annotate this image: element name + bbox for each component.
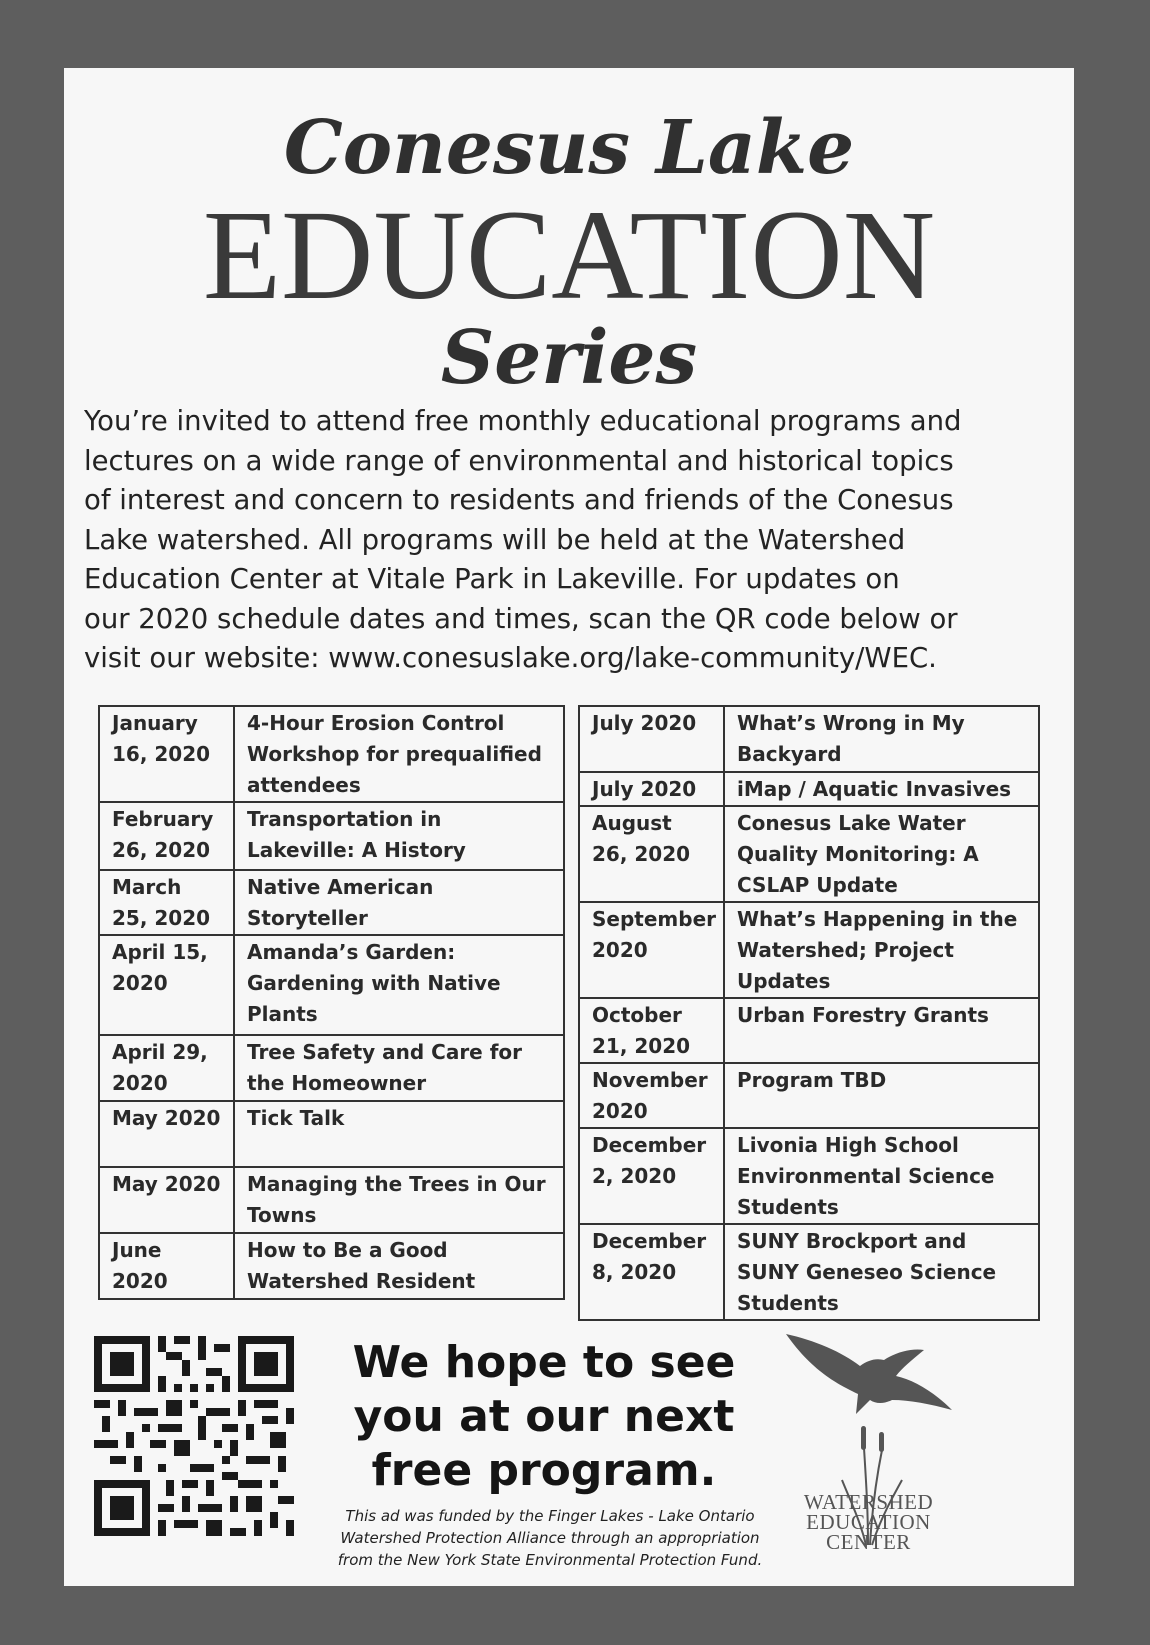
schedule-date: April 15, 2020	[99, 935, 234, 1035]
schedule-date: July 2020	[579, 706, 724, 772]
schedule-topic: Amanda’s Garden: Gardening with Native Plants	[234, 935, 564, 1035]
schedule-date: June 2020	[99, 1233, 234, 1299]
schedule-topic: Tree Safety and Care for the Homeowner	[234, 1035, 564, 1101]
schedule-table-right	[578, 705, 1040, 1321]
schedule-row	[99, 706, 564, 802]
schedule-date: April 29, 2020	[99, 1035, 234, 1101]
schedule-row	[579, 1063, 1039, 1128]
schedule-date: May 2020	[99, 1167, 234, 1233]
schedule-row	[99, 1167, 564, 1233]
schedule-row	[99, 935, 564, 1035]
schedule-row	[579, 806, 1039, 902]
schedule-date: December 8, 2020	[579, 1224, 724, 1320]
intro-paragraph: You’re invited to attend free monthly educational programs and lectures on a wide range of environmental and historical topics of interest and concern to residents and friends of the Conesus Lake watershed. All programs will be held at the Watershed Education Center at Vitale Park in Lakeville. For updates on our 2020 schedule dates and times, scan the QR code below or visit our website: www.conesuslake.org/lake-community/WEC.	[84, 405, 962, 674]
schedule-date: January 16, 2020	[99, 706, 234, 802]
schedule-topic: Livonia High School Environmental Science Students	[724, 1128, 1039, 1224]
schedule-row	[99, 870, 564, 935]
schedule-topic: Transportation in Lakeville: A History	[234, 802, 564, 870]
qr-code-icon[interactable]	[94, 1336, 294, 1536]
schedule-topic: How to Be a Good Watershed Resident	[234, 1233, 564, 1299]
schedule-topic: SUNY Brockport and SUNY Geneseo Science Students	[724, 1224, 1039, 1320]
schedule-row	[579, 772, 1039, 806]
schedule-topic: Tick Talk	[234, 1101, 564, 1167]
schedule-date: March 25, 2020	[99, 870, 234, 935]
schedule-topic: Conesus Lake Water Quality Monitoring: A CSLAP Update	[724, 806, 1039, 902]
schedule-topic: Urban Forestry Grants	[724, 998, 1039, 1063]
schedule-row	[99, 1035, 564, 1101]
schedule-date: October 21, 2020	[579, 998, 724, 1063]
logo-wordmark	[786, 1492, 951, 1552]
logo-line-1: WATERSHED	[803, 1490, 934, 1514]
schedule-topic: 4-Hour Erosion Control Workshop for prequalified attendees	[234, 706, 564, 802]
closing-message: We hope to see you at our next free program.	[352, 1337, 736, 1496]
schedule-row	[99, 1233, 564, 1299]
title-line-1: Conesus Lake	[283, 105, 855, 191]
flyer	[64, 68, 1074, 1586]
schedule-row	[579, 1128, 1039, 1224]
schedule-date: February 26, 2020	[99, 802, 234, 870]
funding-note: This ad was funded by the Finger Lakes - Lake Ontario Watershed Protection Alliance through an appropriation from the New York State Environmental Protection Fund.	[337, 1507, 763, 1569]
schedule-date: September 2020	[579, 902, 724, 998]
title-line-3: Series	[440, 315, 698, 401]
schedule-date: August 26, 2020	[579, 806, 724, 902]
schedule-date: May 2020	[99, 1101, 234, 1167]
schedule-topic: Program TBD	[724, 1063, 1039, 1128]
schedule-topic: iMap / Aquatic Invasives	[724, 772, 1039, 806]
title-line-2: EDUCATION	[202, 184, 936, 326]
schedule-topic: Native American Storyteller	[234, 870, 564, 935]
schedule-row	[579, 902, 1039, 998]
schedule-topic: What’s Wrong in My Backyard	[724, 706, 1039, 772]
schedule-date: July 2020	[579, 772, 724, 806]
schedule-row	[579, 998, 1039, 1063]
logo-line-2: EDUCATION	[806, 1510, 931, 1534]
schedule-table-left	[98, 705, 565, 1300]
logo-line-3: CENTER	[826, 1530, 911, 1554]
schedule-row	[99, 1101, 564, 1167]
schedule-row	[579, 1224, 1039, 1320]
schedule-topic: What’s Happening in the Watershed; Project Updates	[724, 902, 1039, 998]
schedule-date: December 2, 2020	[579, 1128, 724, 1224]
schedule-row	[579, 706, 1039, 772]
schedule-row	[99, 802, 564, 870]
schedule-topic: Managing the Trees in Our Towns	[234, 1167, 564, 1233]
schedule-date: November 2020	[579, 1063, 724, 1128]
